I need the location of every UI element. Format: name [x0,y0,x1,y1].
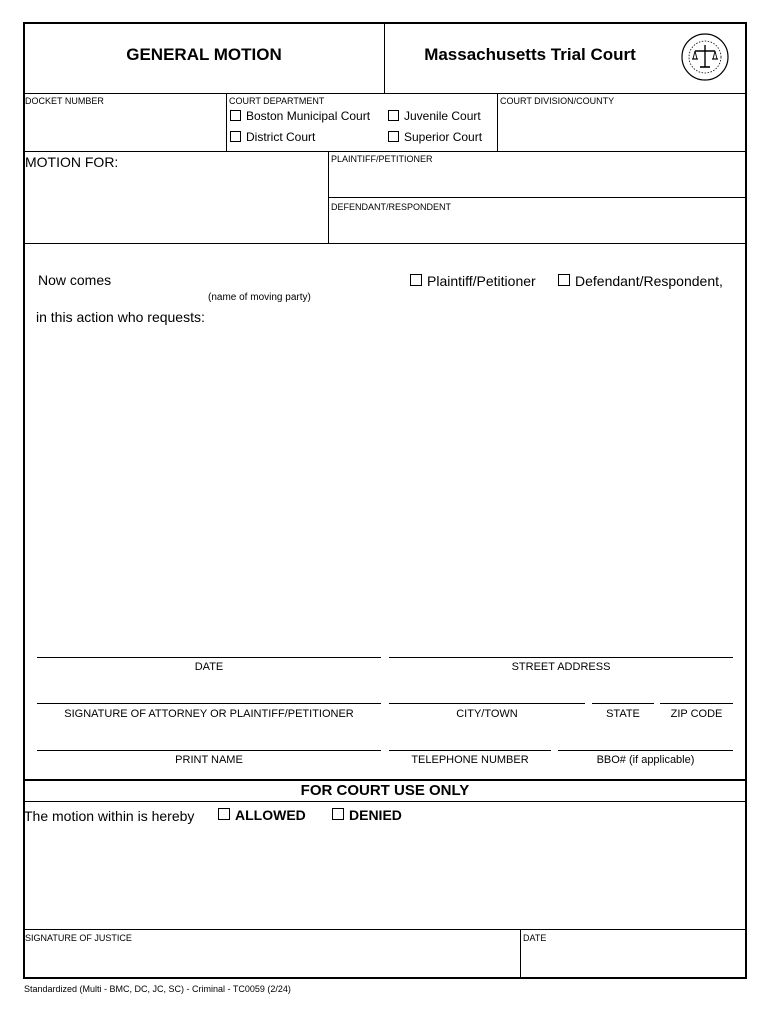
department-divider [497,93,498,151]
justice-date-divider [520,929,521,978]
juvenile-court-option[interactable] [388,109,481,123]
defendant-label: DEFENDANT/RESPONDENT [331,202,452,212]
court-division-label: COURT DIVISION/COUNTY [500,96,615,106]
denied-option[interactable] [332,807,402,823]
docket-divider [226,93,227,151]
docket-number-label: DOCKET NUMBER [25,96,104,106]
superior-court-option[interactable] [388,130,482,144]
city-town-label: CITY/TOWN [456,708,518,720]
plaintiff-petitioner-checkbox[interactable] [410,274,422,286]
court-use-top-rule [23,779,747,781]
street-address-label: STREET ADDRESS [511,661,611,673]
allowed-label: ALLOWED [235,807,306,823]
superior-checkbox[interactable] [388,131,399,142]
court-name: Massachusetts Trial Court [424,45,636,64]
court-use-header: FOR COURT USE ONLY [300,782,470,799]
bbo-line[interactable] [558,750,733,751]
city-town-line[interactable] [389,703,585,704]
requests-field[interactable] [36,332,734,642]
docket-number-field[interactable] [26,108,222,148]
motion-for-label: MOTION FOR: [25,154,119,170]
allowed-checkbox[interactable] [218,808,230,820]
telephone-line[interactable] [389,750,551,751]
moving-party-field[interactable] [120,268,390,288]
state-label: STATE [606,708,640,720]
print-name-label: PRINT NAME [175,754,243,766]
form-id-footer: Standardized (Multi - BMC, DC, JC, SC) - Criminal - TC0059 (2/24) [24,984,291,994]
moving-party-hint: (name of moving party) [208,292,311,303]
allowed-option[interactable] [218,807,306,823]
defendant-field[interactable] [331,214,743,240]
justice-date-label: DATE [523,933,547,943]
plaintiff-label: PLAINTIFF/PETITIONER [331,154,433,164]
court-use-header-rule [23,801,747,802]
justice-rule [23,929,747,930]
juvenile-checkbox[interactable] [388,110,399,121]
boston-municipal-court-option[interactable] [230,109,370,123]
plaintiff-petitioner-option[interactable] [410,273,536,289]
zip-code-label: ZIP CODE [670,708,723,720]
court-seal-icon [680,32,730,82]
row-rule-3 [23,243,747,244]
defendant-respondent-option[interactable] [558,273,723,289]
now-comes-text: Now comes [38,272,112,288]
defendant-respondent-checkbox[interactable] [558,274,570,286]
row-rule-1 [23,93,747,94]
signature-line[interactable] [37,703,381,704]
signature-of-justice-label: SIGNATURE OF JUSTICE [25,933,132,943]
boston-municipal-checkbox[interactable] [230,110,241,121]
superior-label: Superior Court [404,130,483,144]
signature-label: SIGNATURE OF ATTORNEY OR PLAINTIFF/PETITIONER [64,708,354,720]
justice-date-field[interactable] [524,945,743,975]
date-line[interactable] [37,657,381,658]
zip-code-line[interactable] [660,703,733,704]
motion-for-field[interactable] [26,172,324,240]
form-title: GENERAL MOTION [126,45,282,64]
requests-text: in this action who requests: [36,309,205,325]
motion-ruling-text: The motion within is hereby [24,808,195,824]
print-name-line[interactable] [37,750,381,751]
date-label: DATE [194,661,224,673]
plaintiff-petitioner-label: Plaintiff/Petitioner [427,273,536,289]
court-department-label: COURT DEPARTMENT [229,96,325,106]
district-court-option[interactable] [230,130,315,144]
plaintiff-field[interactable] [331,166,743,194]
defendant-respondent-label: Defendant/Respondent, [575,273,723,289]
bbo-label: BBO# (if applicable) [596,754,695,766]
row-rule-2 [23,151,747,152]
district-label: District Court [246,130,316,144]
denied-label: DENIED [349,807,402,823]
street-address-line[interactable] [389,657,733,658]
state-line[interactable] [592,703,654,704]
signature-of-justice-field[interactable] [26,945,516,975]
district-checkbox[interactable] [230,131,241,142]
party-rule [328,197,747,198]
telephone-label: TELEPHONE NUMBER [411,754,529,766]
denied-checkbox[interactable] [332,808,344,820]
court-division-field[interactable] [500,108,744,148]
juvenile-label: Juvenile Court [404,109,481,123]
boston-municipal-label: Boston Municipal Court [246,109,371,123]
